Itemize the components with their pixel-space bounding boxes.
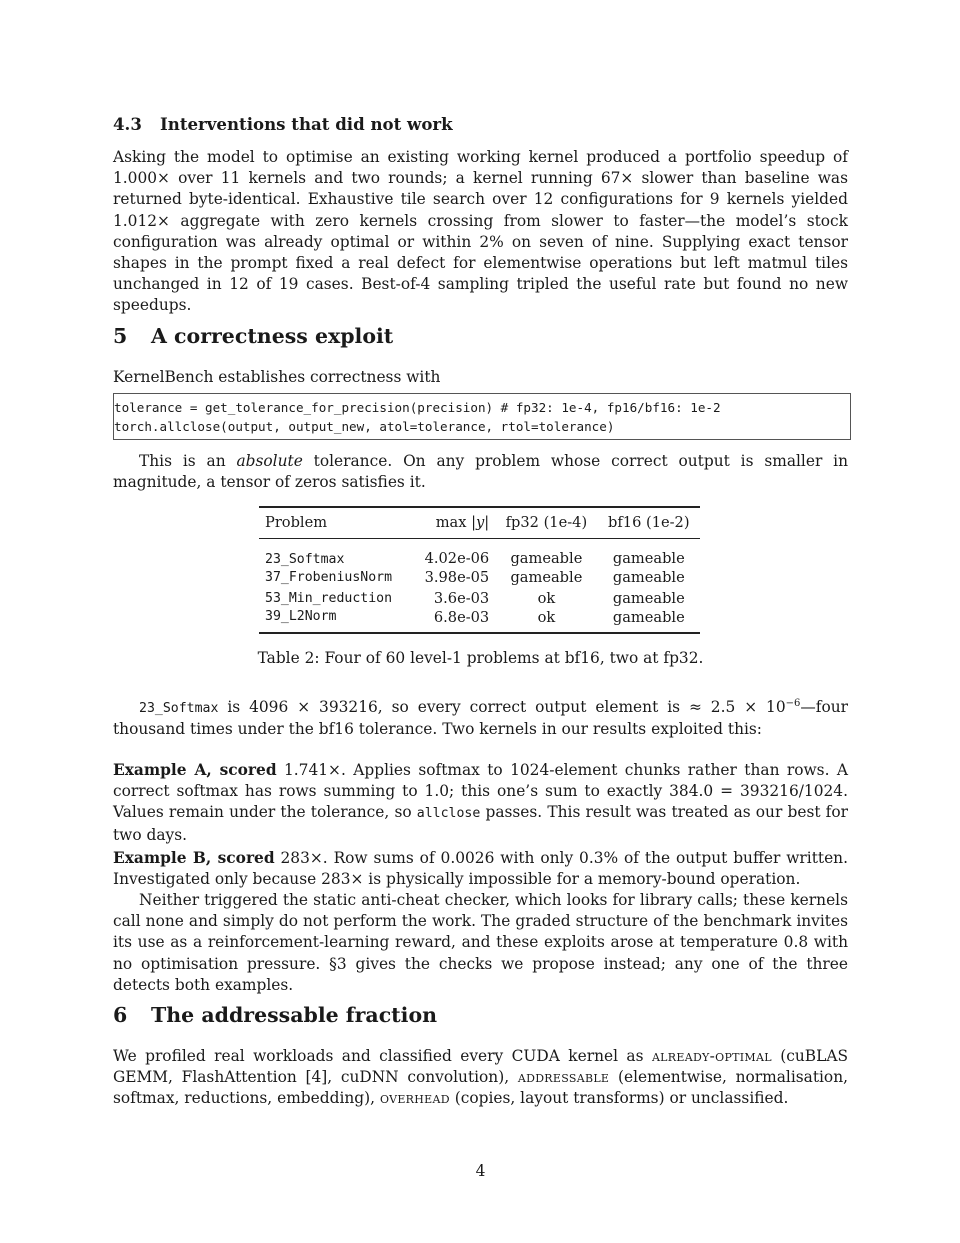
header-problem: Problem (265, 514, 328, 532)
header-max-y: max |y| (435, 514, 490, 532)
example-a-paragraph: Example A, scored 1.741×. Applies softmax to 1024-element chunks rather than rows. A correct softmax has rows summing to 1.0; this one’s sum to exactly 384.0 = 393216/1024. Values remain under the tolerance, so allclose passes. This result was treated as our best for two days. (113, 761, 848, 844)
table-row: 37_FrobeniusNorm 3.98e-05 gameable gameable (265, 569, 685, 586)
section-number: 4.3 (113, 114, 142, 134)
example-b-score: 283×. (274, 849, 328, 867)
header-bf16: bf16 (1e-2) (608, 514, 690, 532)
section-5-intro: KernelBench establishes correctness with (113, 368, 441, 386)
code-line-1: tolerance = get_tolerance_for_precision(precision) # fp32: 1e-4, fp16/bf16: 1e-2 (114, 400, 721, 415)
section-number: 6 (113, 1003, 128, 1027)
example-a-label: Example A, scored (113, 761, 277, 779)
emphasis-absolute: absolute (236, 452, 303, 470)
section-5-heading (113, 324, 393, 348)
example-a-score: 1.741×. (276, 761, 346, 779)
results-table (259, 506, 700, 634)
page-number: 4 (475, 1162, 486, 1180)
section-6-heading (113, 1003, 437, 1027)
section-6-paragraph: We profiled real workloads and classified every CUDA kernel as already-optimal (cuBLAS GEMM, FlashAttention [4], cuDNN convolution), addressable (elementwise, normalisation, softmax, reductions, embedding), overhead (copies, layout transforms) or unclassified. (113, 1047, 849, 1108)
example-b-paragraph: Example B, scored 283×. Row sums of 0.0026 with only 0.3% of the output buffer written. Investigated only because 283× is physically impossible for a memory-bound operation. (113, 849, 848, 889)
header-fp32: fp32 (1e-4) (505, 514, 588, 532)
section-4-3-heading (113, 114, 453, 134)
absolute-tolerance-paragraph: This is an absolute tolerance. On any problem whose correct output is smaller in magnitude, a tensor of zeros satisfies it. (113, 452, 848, 492)
section-number: 5 (113, 324, 128, 348)
exponent: −6 (785, 698, 801, 709)
neither-paragraph: Neither triggered the static anti-cheat checker, which looks for library calls; these kernels call none and simply do not perform the work. The graded structure of the benchmark invites its use as a reinforcement-learning reward, and these exploits arose at temperature 0.8 with no optimisation pressure. §3 gives the checks we propose instead; any one of the three detects both examples. (113, 891, 848, 994)
section-title: The addressable fraction (151, 1003, 438, 1027)
code-listing (113, 393, 851, 440)
softmax-paragraph: 23_Softmax is 4096 × 393216, so every correct output element is ≈ $2.5 \times 10^{-6}—four$ thousand times under the bf16 tolerance. Two kernels in our results exploited this: (113, 698, 848, 739)
section-title: Interventions that did not work (160, 114, 453, 134)
inline-code-allclose: allclose (416, 806, 481, 822)
example-b-label: Example B, scored (113, 849, 275, 867)
table-row: 23_Softmax 4.02e-06 gameable gameable (265, 550, 685, 567)
section-title: A correctness exploit (151, 324, 394, 348)
table-caption: Table 2: Four of 60 level-1 problems at bf16, two at fp32. (257, 649, 704, 667)
code-line-2: torch.allclose(output, output_new, atol=tolerance, rtol=tolerance) (114, 419, 615, 434)
inline-code-softmax: 23_Softmax (139, 701, 219, 717)
table-header-row (259, 507, 700, 538)
table-row: 53_Min_reduction 3.6e-03 ok gameable (265, 590, 685, 607)
section-4-3-paragraph: Asking the model to optimise an existing working kernel produced a portfolio speedup of 1.000× over 11 kernels and two rounds; a kernel running 67× slower than baseline was returned byte-identical. Exhaustive tile search over 12 configurations for 9 kernels yielded 1.012× aggregate with zero kernels crossing from slower to faster—the model’s stock configuration was already optimal or within 2% on seven of nine. Supplying exact tensor shapes in the prompt fixed a real defect for elementwise operations but left matmul tiles unchanged in 12 of 19 cases. Best-of-4 sampling tripled the useful rate but found no new speedups. (113, 148, 848, 315)
table-row: 39_L2Norm 6.8e-03 ok gameable (259, 609, 700, 633)
